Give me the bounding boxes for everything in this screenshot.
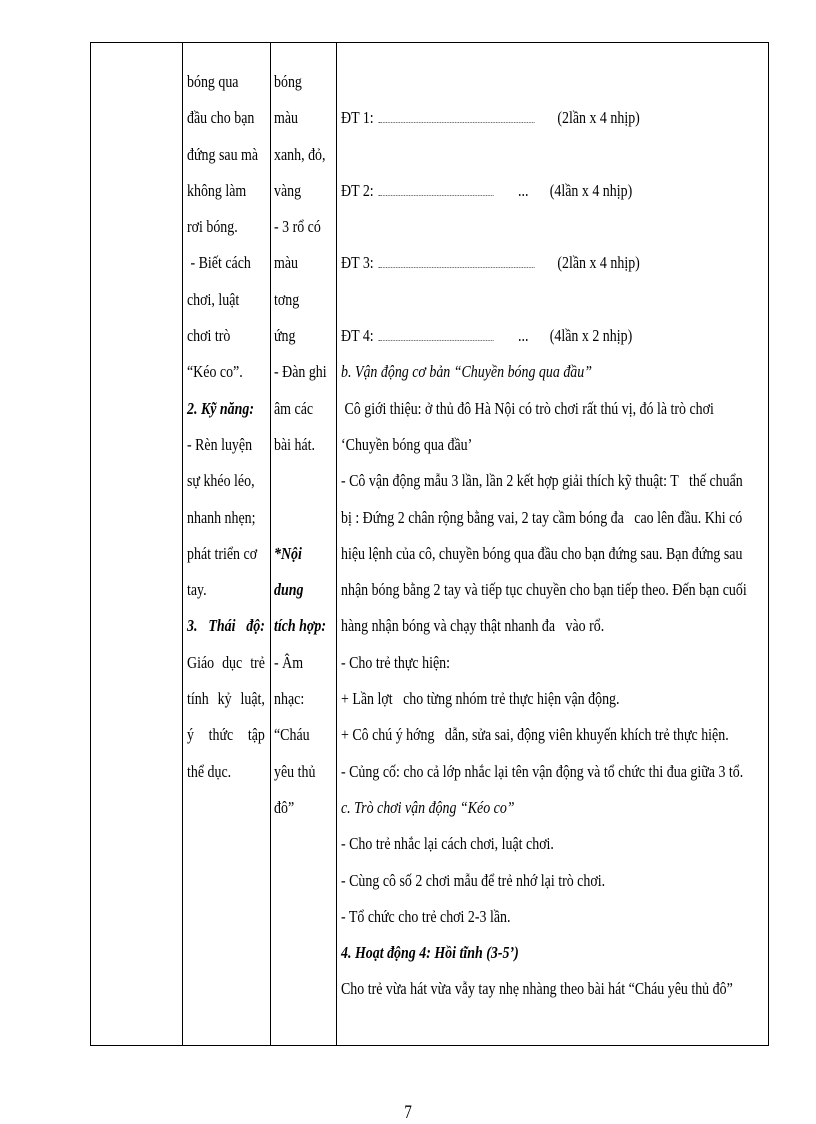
text-line: thể dục.	[187, 761, 232, 781]
text-line: không làm	[187, 180, 247, 200]
exercise-row	[341, 100, 772, 136]
text-line: vàng	[274, 180, 302, 200]
text-line: Giáo dục trẻ	[187, 652, 265, 672]
exercise-reps: (2lần x 4 nhịp)	[557, 108, 640, 128]
text-line: nhận bóng bằng 2 tay và tiếp tục chuyền cho bạn tiếp theo. Đến bạn cuối	[341, 580, 747, 600]
text-line: ứng	[274, 326, 296, 346]
text-line: - Âm	[274, 652, 304, 672]
integration-heading: tích hợp:	[274, 616, 327, 636]
column-border	[270, 42, 271, 1045]
dotted-leader	[379, 255, 535, 268]
exercise-row	[341, 173, 772, 209]
text-line: - Đàn ghi	[274, 362, 327, 382]
text-line: “Kéo co”.	[187, 362, 243, 382]
text-line: bóng	[274, 72, 302, 91]
dotted-leader	[379, 110, 535, 123]
text-line: rơi bóng.	[187, 217, 238, 237]
spacer-line	[341, 282, 772, 318]
exercise-row	[341, 245, 772, 281]
page-number: 7	[404, 1102, 412, 1123]
dotted-leader	[379, 183, 494, 196]
text-line: nhạc:	[274, 689, 305, 709]
text-line: - Biết cách	[187, 253, 251, 273]
section-c-heading: c. Trò chơi vận động “Kéo co”	[341, 797, 515, 817]
text-line: bóng qua	[187, 72, 239, 91]
text-line: - Rèn luyện	[187, 434, 253, 454]
text-line: hàng nhận bóng và chạy thật nhanh đa vào rổ.	[341, 616, 605, 636]
dotted-leader	[379, 328, 494, 341]
text-line: tính kỷ luật,	[187, 689, 265, 709]
text-line: ‘Chuyền bóng qua đầu’	[341, 434, 473, 454]
exercise-label: ĐT 1:	[341, 108, 374, 128]
exercise-label: ĐT 4:	[341, 326, 374, 346]
text-line: chơi trò	[187, 326, 231, 346]
column-border	[182, 42, 183, 1045]
spacer-line	[341, 137, 772, 173]
text-line: màu	[274, 108, 299, 128]
text-line: đứng sau mà	[187, 144, 259, 164]
objectives-column	[187, 64, 265, 790]
text-line: chơi, luật	[187, 289, 240, 309]
integration-heading: dung	[274, 580, 304, 600]
text-line: âm các	[274, 398, 314, 418]
exercise-label: ĐT 3:	[341, 253, 374, 273]
text-line: xanh, đỏ,	[274, 144, 326, 164]
text-line: màu	[274, 253, 299, 273]
spacer-line	[274, 500, 338, 536]
text-line: đầu cho bạn	[187, 108, 255, 128]
text-line: - 3 rổ có	[274, 217, 321, 237]
column-border	[90, 42, 91, 1045]
text-line: - Củng cố: cho cả lớp nhắc lại tên vận động và tổ chức thi đua giữa 3 tổ.	[341, 761, 744, 781]
exercise-reps: (4lần x 2 nhịp)	[549, 326, 633, 346]
spacer-line	[341, 209, 772, 245]
activities-column	[341, 64, 772, 1008]
text-line: phát triển cơ	[187, 543, 258, 563]
text-line: nhanh nhẹn;	[187, 507, 256, 527]
text-line: - Cho trẻ thực hiện:	[341, 652, 450, 672]
text-line: đô”	[274, 797, 295, 817]
materials-column	[274, 64, 338, 826]
spacer-line	[341, 64, 772, 100]
spacer-line	[274, 463, 338, 499]
text-line: + Cô chú ý hớng dẫn, sửa sai, động viên khuyến khích trẻ thực hiện.	[341, 725, 729, 745]
exercise-row	[341, 318, 772, 354]
attitude-heading: 3. Thái độ:	[187, 616, 265, 636]
integration-heading: *Nội	[274, 543, 302, 563]
exercise-ellipsis: ...	[517, 326, 529, 346]
exercise-reps: (4lần x 4 nhịp)	[549, 180, 633, 200]
exercise-ellipsis: ...	[517, 180, 529, 200]
text-line: + Lần lợt cho từng nhóm trẻ thực hiện vận động.	[341, 689, 620, 709]
text-line: bài hát.	[274, 434, 316, 454]
text-line: bị : Đứng 2 chân rộng bằng vai, 2 tay cầm bóng đa cao lên đầu. Khi có	[341, 507, 743, 527]
text-line: tay.	[187, 580, 207, 600]
exercise-label: ĐT 2:	[341, 180, 374, 200]
text-line: - Cho trẻ nhắc lại cách chơi, luật chơi.	[341, 834, 554, 854]
text-line: yêu thủ	[274, 761, 316, 781]
section-b-heading: b. Vận động cơ bản “Chuyền bóng qua đầu”	[341, 362, 592, 382]
skills-heading: 2. Kỹ năng:	[187, 398, 255, 418]
text-line: Cho trẻ vừa hát vừa vẫy tay nhẹ nhàng theo bài hát “Cháu yêu thủ đô”	[341, 979, 733, 999]
activity-4-heading: 4. Hoạt động 4: Hồi tĩnh (3-5’)	[341, 943, 519, 963]
text-line: - Cô vận động mẫu 3 lần, lần 2 kết hợp giải thích kỹ thuật: T thế chuẩn	[341, 471, 743, 491]
text-line: - Cùng cô số 2 chơi mẫu để trẻ nhớ lại trò chơi.	[341, 870, 606, 890]
text-line: Cô giới thiệu: ở thủ đô Hà Nội có trò chơi rất thú vị, đó là trò chơi	[341, 398, 714, 418]
text-line: - Tổ chức cho trẻ chơi 2-3 lần.	[341, 906, 511, 926]
text-line: “Cháu	[274, 725, 310, 745]
text-line: ý thức tập	[187, 725, 265, 745]
text-line: tơng	[274, 289, 300, 309]
text-line: hiệu lệnh của cô, chuyền bóng qua đầu cho bạn đứng sau. Bạn đứng sau	[341, 543, 743, 563]
exercise-reps: (2lần x 4 nhịp)	[557, 253, 640, 273]
text-line: sự khéo léo,	[187, 471, 255, 491]
